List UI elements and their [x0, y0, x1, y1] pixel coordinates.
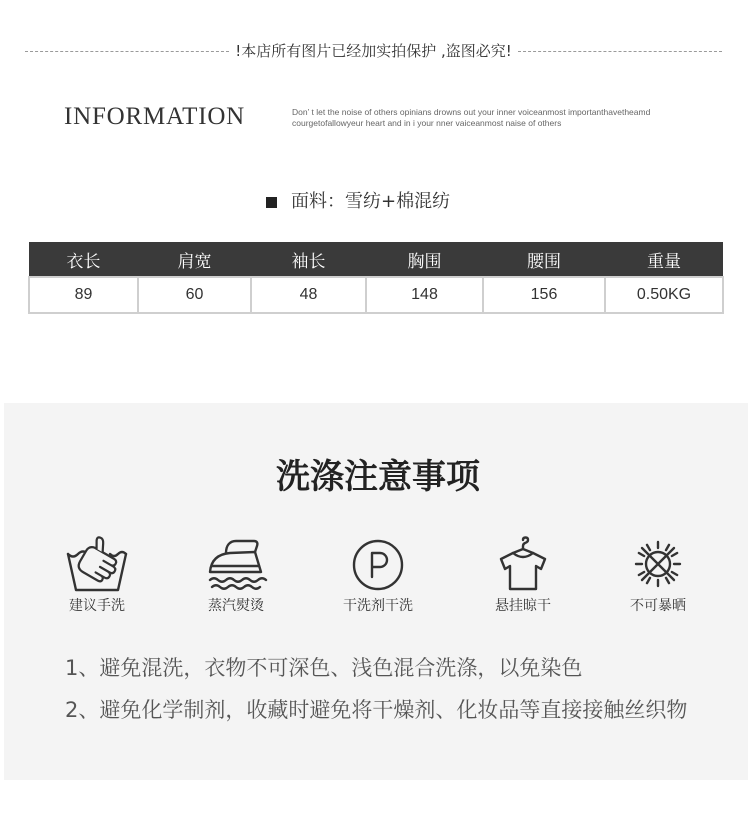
size-table-header-sleeve: 袖长 [251, 242, 366, 277]
size-table-header-shoulder: 肩宽 [138, 242, 251, 277]
size-table-header-waist: 腰围 [483, 242, 605, 277]
size-table [28, 242, 724, 314]
care-item-hang-dry [463, 536, 583, 618]
size-table-cell-waist: 156 [483, 277, 605, 313]
care-item-dry-clean [318, 536, 438, 618]
care-item-hand-wash [37, 536, 157, 618]
care-note: 2、避免化学制剂，收藏时避免将干燥剂、化妆品等直接接触丝织物 [65, 698, 688, 722]
information-subtitle-line: Don’ t let the noise of others opinians drowns out your inner voiceanmost importanthavetheamd [292, 107, 651, 117]
size-table-cell-shoulder: 60 [138, 277, 251, 313]
fabric-value: 雪纺+棉混纺 [345, 191, 451, 212]
care-item-no-sun [598, 536, 718, 618]
size-table-cell-chest: 148 [366, 277, 483, 313]
care-label-steam-iron: 蒸汽熨烫 [208, 598, 264, 614]
information-subtitle-line: courgetofallowyeur heart and in i your nner vaiceanmost naise of others [292, 118, 562, 128]
care-item-steam-iron [176, 536, 296, 618]
care-label-hand-wash: 建议手洗 [69, 598, 125, 614]
size-table-cell-length: 89 [29, 277, 138, 313]
hand-wash-icon [65, 536, 129, 592]
size-table-cell-weight: 0.50KG [605, 277, 723, 313]
no-sun-icon [626, 536, 690, 592]
care-title: 洗涤注意事项 [276, 457, 480, 497]
steam-iron-icon [204, 536, 268, 592]
care-label-hang-dry: 悬挂晾干 [495, 598, 551, 614]
care-label-dry-clean: 干洗剂干洗 [343, 598, 413, 614]
size-table-cell-sleeve: 48 [251, 277, 366, 313]
dry-clean-icon [346, 536, 410, 592]
size-table-header-row [29, 242, 723, 277]
information-title: INFORMATION [64, 103, 246, 130]
square-bullet-icon [266, 197, 277, 208]
size-table-header-weight: 重量 [605, 242, 723, 277]
dashed-divider-right [518, 51, 722, 52]
fabric-label: 面料： [291, 191, 345, 212]
copyright-notice [25, 41, 722, 61]
care-label-no-sun: 不可暴晒 [630, 598, 686, 614]
care-instructions-section [4, 403, 748, 780]
size-table-header-chest: 胸围 [366, 242, 483, 277]
hang-dry-icon [491, 536, 555, 592]
fabric-info [266, 190, 450, 214]
dashed-divider-left [25, 51, 229, 52]
size-table-header-length: 衣长 [29, 242, 138, 277]
notice-text: !本店所有图片已经加实拍保护 ,盗图必究! [235, 42, 512, 60]
care-note: 1、避免混洗，衣物不可深色、浅色混合洗涤，以免染色 [65, 656, 583, 680]
information-subtitle [292, 107, 742, 129]
size-table-row [29, 277, 723, 313]
